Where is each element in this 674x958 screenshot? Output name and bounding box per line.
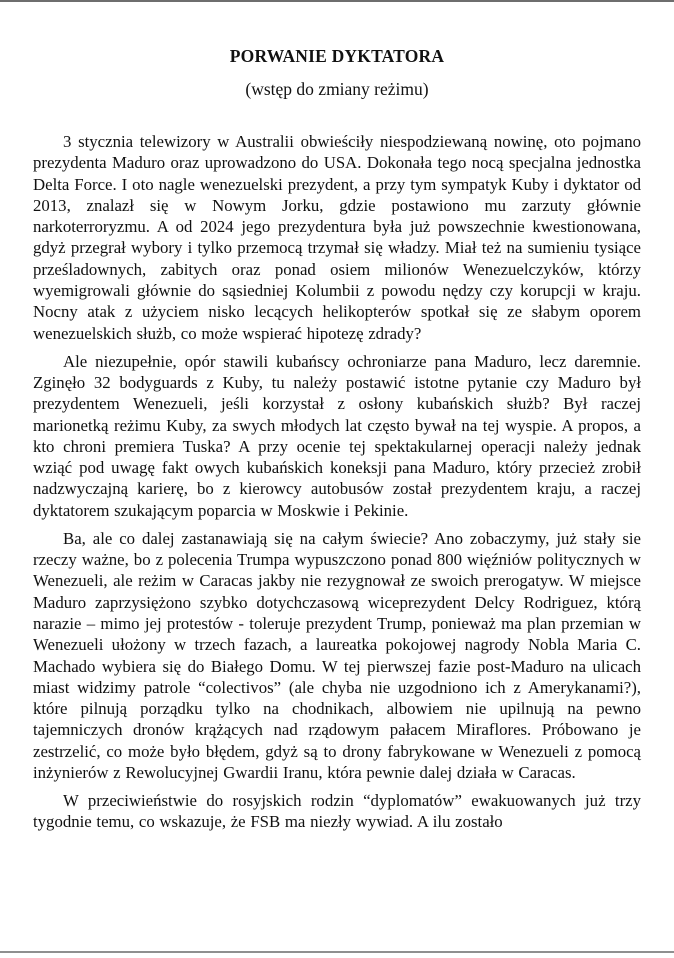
document-body bbox=[33, 131, 641, 833]
document-subtitle: (wstęp do zmiany reżimu) bbox=[245, 79, 429, 99]
paragraph-4: W przeciwieństwie do rosyjskich rodzin “dyplomatów” ewakuowanych już trzy tygodnie temu, co wskazuje, że FSB ma niezły wywiad. A ilu zostało bbox=[33, 790, 641, 832]
bottom-window-edge bbox=[0, 951, 674, 953]
paragraph-1: 3 stycznia telewizory w Australii obwieściły niespodziewaną nowinę, oto pojmano prezydenta Maduro oraz uprowadzono do USA. Dokonała tego nocą specjalna jednostka Delta Force. I oto nagle wenezuelski prezydent, a przy tym sympatyk Kuby i dyktator od 2013, znalazł się w Nowym Jorku, gdzie postawiono mu zarzuty głównie narkoterroryzmu. A od 2024 jego prezydentura była już powszechnie kwestionowana, gdyż przegrał wybory i tylko przemocą trzymał się władzy. Miał też na sumieniu tysiące prześladownych, zabitych oraz ponad osiem milionów Wenezuelczyków, którzy wyemigrowali głównie do sąsiedniej Kolumbii z powodu nędzy czy korupcji w kraju. Nocny atak z użyciem nisko lecących helikopterów spotkał się ze słabym oporem wenezuelskich służb, co może wspierać hipotezę zdrady? bbox=[33, 132, 641, 343]
document-title: PORWANIE DYKTATORA bbox=[229, 46, 445, 66]
paragraph-3: Ba, ale co dalej zastanawiają się na całym świecie? Ano zobaczymy, już stały sie rzeczy ważne, bo z polecenia Trumpa wypuszczono ponad 800 więźniów politycznych w Wenezueli, ale reżim w Caracas jakby nie rezygnował ze swoich prerogatyw. W miejsce Maduro zaprzysiężono szybko dotychczasową wiceprezydent Delcy Rodriguez, którą narazie – mimo jej protestów - toleruje prezydent Trump, ponieważ ma plan przemian w Wenezueli ułożony w trzech fazach, a laureatka pokojowej nagrody Nobla Maria C. Machado wybiera się do Białego Domu. W tej pierwszej fazie post-Maduro na ulicach miast widzimy patrole “colectivos” (ale chyba nie uzgodniono ich z Amerykanami?), które pilnują porządku tylko na chodnikach, albowiem nie upilnują na pewno tajemniczych dronów krążących nad rządowym pałacem Miraflores. Próbowano je zestrzelić, co może było błędem, gdyż są to drony fabrykowane w Wenezueli z pomocą inżynierów z Rewolucyjnej Gwardii Iranu, która pewnie dalej działa w Caracas. bbox=[33, 528, 641, 782]
paragraph-2: Ale niezupełnie, opór stawili kubańscy ochroniarze pana Maduro, lecz daremnie. Zginęło 32 bodyguards z Kuby, tu należy postawić istotne pytanie czy Maduro był prezydentem Wenezueli, jeśli korzystał z osłony kubańskich służb? Był raczej marionetką reżimu Kuby, za swych młodych lat często bywał na tej wyspie. A propos, a kto chroni premiera Tuska? A przy ocenie tej spektakularnej operacji należy jednak wziąć pod uwagę fakt owych kubańskich koneksji pana Maduro, który przecież zrobił nadzwyczajną karierę, bo z kierowcy autobusów został prezydentem kraju, a raczej dyktatorem szukającym poparcia w Moskwie i Pekinie. bbox=[33, 351, 641, 520]
